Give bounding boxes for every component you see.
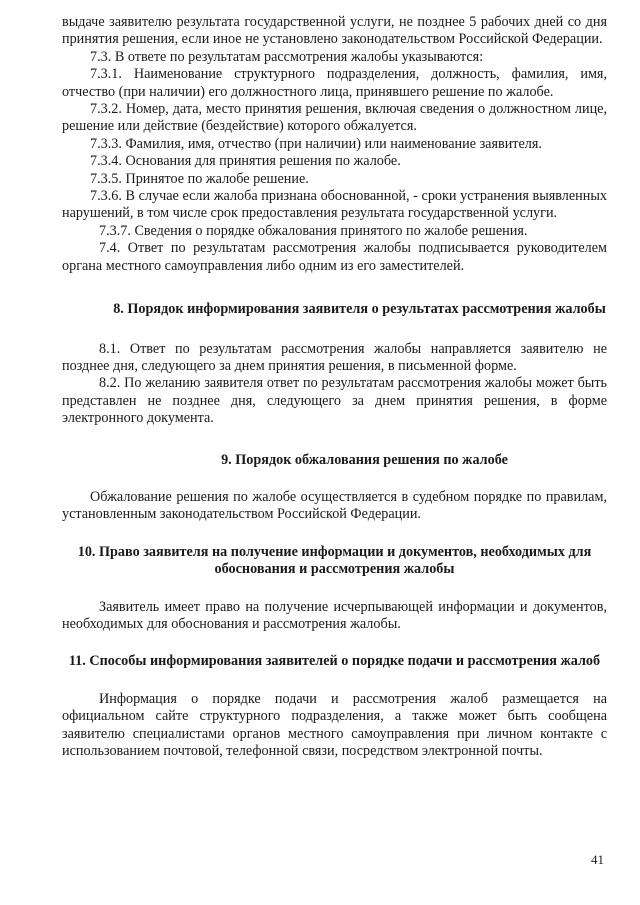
paragraph: выдаче заявителю результата государственной услуги, не позднее 5 рабочих дней со дня принятия решения, если иное не установлено законодательством Российской Федерации. [62,14,607,48]
paragraph: 7.3.1. Наименование структурного подразделения, должность, фамилия, имя, отчество (при наличии) его должностного лица, принявшего решение по жалобе. [62,66,607,100]
section-10-heading: 10. Право заявителя на получение информации и документов, необходимых для обоснования и рассмотрения жалобы [77,543,592,578]
paragraph: Заявитель имеет право на получение исчерпывающей информации и документов, необходимых для обоснования и рассмотрения жалобы. [62,598,607,632]
paragraph: 7.3.7. Сведения о порядке обжалования принятого по жалобе решения. [99,222,528,239]
document-body [62,14,607,760]
paragraph: 7.3.6. В случае если жалоба признана обоснованной, - сроки устранения выявленных нарушений, в том числе срок предоставления результата государственной услуги. [62,188,607,222]
section-8-heading: 8. Порядок информирования заявителя о результатах рассмотрения жалобы [113,301,606,318]
paragraph: Обжалование решения по жалобе осуществляется в судебном порядке по правилам, установленным законодательством Российской Федерации. [62,488,607,523]
section-9-heading: 9. Порядок обжалования решения по жалобе [221,451,508,468]
paragraph: 7.3.2. Номер, дата, место принятия решения, включая сведения о должностном лице, решение или действие (бездействие) которого обжалуется. [62,101,607,135]
paragraph: 7.3.5. Принятое по жалобе решение. [90,170,309,187]
paragraph: Информация о порядке подачи и рассмотрения жалоб размещается на официальном сайте структурного подразделения, а также может быть сообщена заявителю специалистами органов местного самоуправления при личном контакте с использованием почтовой, телефонной связи, посредством электронной почты. [62,690,607,759]
paragraph: 8.1. Ответ по результатам рассмотрения жалобы направляется заявителю не позднее дня, следующего за днем принятия решения, в письменной форме. [62,340,607,374]
paragraph: 7.3. В ответе по результатам рассмотрения жалобы указываются: [90,48,484,65]
paragraph: 7.3.3. Фамилия, имя, отчество (при наличии) или наименование заявителя. [90,135,542,152]
section-11-heading: 11. Способы информирования заявителей о порядке подачи и рассмотрения жалоб [68,653,601,670]
page-number: 41 [591,852,604,867]
paragraph: 8.2. По желанию заявителя ответ по результатам рассмотрения жалобы может быть представлен не позднее дня, следующего за днем принятия решения, в форме электронного документа. [62,375,607,427]
paragraph: 7.3.4. Основания для принятия решения по жалобе. [90,153,401,170]
paragraph: 7.4. Ответ по результатам рассмотрения жалобы подписывается руководителем органа местного самоуправления либо одним из его заместителей. [62,240,607,274]
